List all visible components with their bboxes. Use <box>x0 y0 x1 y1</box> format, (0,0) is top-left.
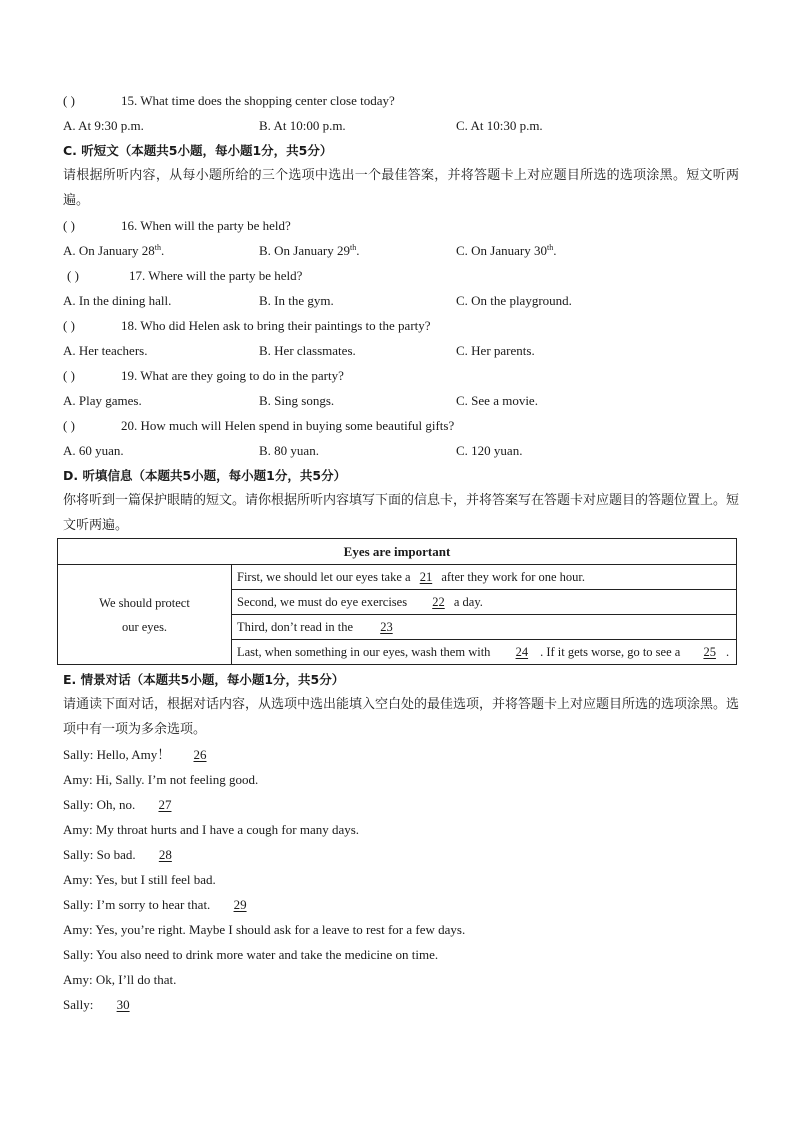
option-c: C. On the playground. <box>456 293 572 308</box>
blank-21[interactable]: 21 <box>419 570 433 584</box>
options-18 <box>63 338 739 363</box>
answer-paren: ( ) <box>63 218 75 233</box>
blank-27[interactable]: 27 <box>158 797 172 812</box>
question-18 <box>63 313 739 338</box>
answer-paren: ( ) <box>63 93 75 108</box>
answer-paren: ( ) <box>63 318 75 333</box>
question-text: 18. Who did Helen ask to bring their paintings to the party? <box>121 318 431 333</box>
dialogue-line: Sally: Oh, no. 27 <box>63 792 739 817</box>
question-16 <box>63 213 739 238</box>
answer-paren: ( ) <box>63 418 75 433</box>
section-c-heading: C. 听短文（本题共5小题，每小题1分，共5分） <box>63 143 333 158</box>
question-20 <box>63 413 739 438</box>
blank-30[interactable]: 30 <box>116 997 130 1012</box>
option-c: C. 120 yuan. <box>456 443 523 458</box>
options-20 <box>63 438 739 463</box>
question-text: 15. What time does the shopping center close today? <box>121 93 395 108</box>
option-a: A. In the dining hall. <box>63 293 172 308</box>
section-d-instruction: 你将听到一篇保护眼睛的短文。请你根据所听内容填写下面的信息卡，并将答案写在答题卡对应题目的答题位置上。短文听两遍。 <box>63 493 740 533</box>
dialogue-line: Amy: Yes, but I still feel bad. <box>63 872 216 887</box>
option-a: A. At 9:30 p.m. <box>63 118 144 133</box>
blank-23[interactable]: 23 <box>380 620 393 634</box>
left-line-2: our eyes. <box>121 619 168 634</box>
dialogue-line: Sally: I’m sorry to hear that. 29 <box>63 892 739 917</box>
answer-paren: ( ) <box>67 268 79 283</box>
blank-24[interactable]: 24 <box>515 645 529 659</box>
option-c: C. Her parents. <box>456 343 535 358</box>
dialogue-line: Sally: 30 <box>63 992 739 1017</box>
options-16 <box>63 238 739 263</box>
option-b: B. In the gym. <box>259 293 334 308</box>
question-19 <box>63 363 739 388</box>
option-c: C. At 10:30 p.m. <box>456 118 543 133</box>
dialogue-line: Amy: Ok, I’ll do that. <box>63 972 177 987</box>
option-a: A. 60 yuan. <box>63 443 124 458</box>
dialogue-line: Sally: You also need to drink more water and take the medicine on time. <box>63 947 439 962</box>
option-c: C. See a movie. <box>456 393 538 408</box>
option-b: B. Her classmates. <box>259 343 356 358</box>
option-b: B. On January 29th. <box>259 243 360 258</box>
dialogue-line: Amy: Hi, Sally. I’m not feeling good. <box>63 772 259 787</box>
question-text: 20. How much will Helen spend in buying some beautiful gifts? <box>121 418 455 433</box>
options-17 <box>63 288 739 313</box>
option-b: B. At 10:00 p.m. <box>259 118 346 133</box>
question-text: 17. Where will the party be held? <box>129 268 303 283</box>
info-card-table <box>57 538 737 665</box>
option-c: C. On January 30th. <box>456 243 557 258</box>
section-c-instruction: 请根据所听内容，从每小题所给的三个选项中选出一个最佳答案，并将答题卡上对应题目所选的选项涂黑。短文听两遍。 <box>63 168 739 208</box>
question-text: 16. When will the party be held? <box>121 218 291 233</box>
blank-28[interactable]: 28 <box>158 847 172 862</box>
table-row-4: Last, when something in our eyes, wash them with 24 . If it gets worse, go to see a 25 . <box>232 640 737 665</box>
option-a: A. Play games. <box>63 393 142 408</box>
dialogue-line: Sally: Hello, Amy！ 26 <box>63 742 739 767</box>
question-text: 19. What are they going to do in the party? <box>121 368 344 383</box>
blank-26[interactable]: 26 <box>193 747 207 762</box>
table-row-3: Third, don’t read in the 23 <box>232 615 737 640</box>
dialogue-line: Amy: My throat hurts and I have a cough for many days. <box>63 822 360 837</box>
blank-29[interactable]: 29 <box>233 897 247 912</box>
table-title: Eyes are important <box>58 539 737 565</box>
blank-22[interactable]: 22 <box>432 595 445 609</box>
option-b: B. 80 yuan. <box>259 443 319 458</box>
section-e-heading: E. 情景对话（本题共5小题，每小题1分，共5分） <box>63 672 345 687</box>
options-15 <box>63 113 739 138</box>
dialogue-line: Sally: So bad. 28 <box>63 842 739 867</box>
question-17 <box>63 263 739 288</box>
option-a: A. Her teachers. <box>63 343 148 358</box>
section-e-instruction: 请通读下面对话，根据对话内容，从选项中选出能填入空白处的最佳选项，并将答题卡上对应题目所选的选项涂黑。选项中有一项为多余选项。 <box>63 697 740 737</box>
options-19 <box>63 388 739 413</box>
dialogue <box>63 742 739 1017</box>
dialogue-line: Amy: Yes, you’re right. Maybe I should ask for a leave to rest for a few days. <box>63 922 466 937</box>
answer-paren: ( ) <box>63 368 75 383</box>
option-a: A. On January 28th. <box>63 243 165 258</box>
table-left-cell <box>58 565 232 665</box>
table-row-1: First, we should let our eyes take a 21 after they work for one hour. <box>232 565 737 590</box>
exam-page <box>63 88 739 1017</box>
blank-25[interactable]: 25 <box>703 645 716 659</box>
question-15 <box>63 88 739 113</box>
option-b: B. Sing songs. <box>259 393 335 408</box>
table-row-2: Second, we must do eye exercises 22 a day. <box>232 590 737 615</box>
left-line-1: We should protect <box>99 595 190 610</box>
section-d-heading: D. 听填信息（本题共5小题，每小题1分，共5分） <box>63 468 347 483</box>
